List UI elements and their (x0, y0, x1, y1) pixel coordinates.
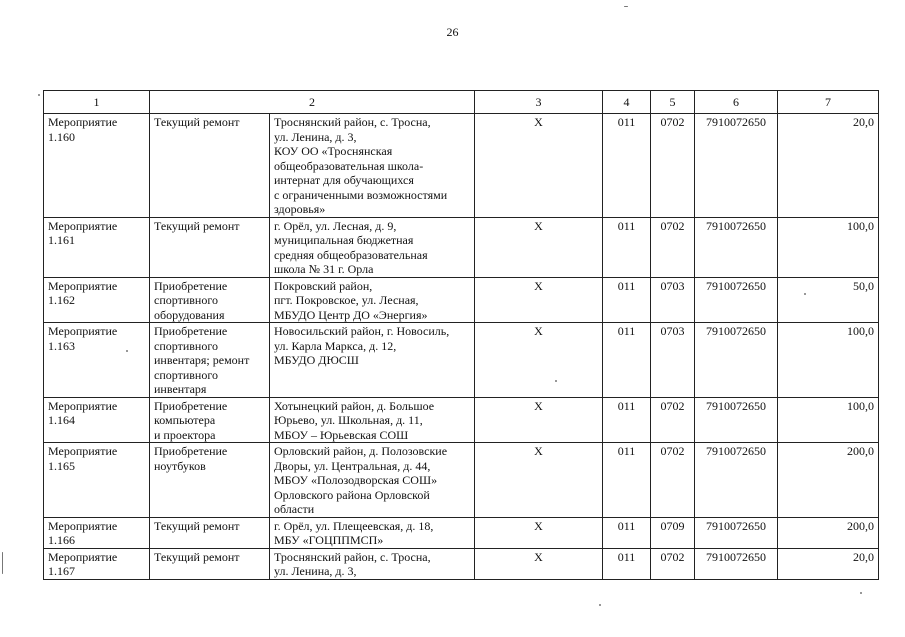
address-cell: Хотынецкий район, д. Большое Юрьево, ул. Школьная, д. 11, МБОУ – Юрьевская СОШ (270, 397, 475, 443)
table-row (44, 443, 879, 518)
col5-cell: 0703 (651, 323, 695, 398)
col3-cell: Х (475, 548, 603, 579)
address-cell: Троснянский район, с. Тросна, ул. Ленина, д. 3, (270, 548, 475, 579)
col6-cell: 7910072650 (695, 443, 778, 518)
col6-cell: 7910072650 (695, 277, 778, 323)
header-row (44, 91, 879, 114)
header-col-4: 4 (603, 91, 651, 114)
col4-cell: 011 (603, 323, 651, 398)
col3-cell: Х (475, 217, 603, 277)
col4-cell: 011 (603, 397, 651, 443)
work-type-cell: Текущий ремонт (150, 517, 270, 548)
work-type-cell: Приобретение спортивного инвентаря; ремонт спортивного инвентаря (150, 323, 270, 398)
col4-cell: 011 (603, 114, 651, 218)
col5-cell: 0709 (651, 517, 695, 548)
event-cell: Мероприятие 1.160 (44, 114, 150, 218)
col7-cell: 50,0 (778, 277, 879, 323)
col5-cell: 0702 (651, 114, 695, 218)
event-cell: Мероприятие 1.166 (44, 517, 150, 548)
header-col-2: 2 (150, 91, 475, 114)
table-row (44, 217, 879, 277)
work-type-cell: Текущий ремонт (150, 548, 270, 579)
col5-cell: 0703 (651, 277, 695, 323)
header-col-3: 3 (475, 91, 603, 114)
address-cell: Троснянский район, с. Тросна, ул. Ленина, д. 3, КОУ ОО «Троснянская общеобразовательная школа- интернат для обучающихся с ограниченными возможностями здоровья» (270, 114, 475, 218)
col5-cell: 0702 (651, 397, 695, 443)
col7-cell: 200,0 (778, 443, 879, 518)
event-cell: Мероприятие 1.167 (44, 548, 150, 579)
event-cell: Мероприятие 1.163 (44, 323, 150, 398)
col7-cell: 20,0 (778, 114, 879, 218)
col4-cell: 011 (603, 217, 651, 277)
work-type-cell: Приобретение ноутбуков (150, 443, 270, 518)
col3-cell: Х (475, 114, 603, 218)
event-cell: Мероприятие 1.162 (44, 277, 150, 323)
col7-cell: 20,0 (778, 548, 879, 579)
col7-cell: 100,0 (778, 217, 879, 277)
header-col-1: 1 (44, 91, 150, 114)
budget-table (43, 90, 879, 580)
col3-cell: Х (475, 397, 603, 443)
table-row (44, 323, 879, 398)
table-row (44, 277, 879, 323)
col4-cell: 011 (603, 548, 651, 579)
header-col-6: 6 (695, 91, 778, 114)
table-row (44, 397, 879, 443)
event-cell: Мероприятие 1.165 (44, 443, 150, 518)
col7-cell: 100,0 (778, 323, 879, 398)
address-cell: Покровский район, пгт. Покровское, ул. Лесная, МБУДО Центр ДО «Энергия» (270, 277, 475, 323)
event-cell: Мероприятие 1.164 (44, 397, 150, 443)
col5-cell: 0702 (651, 548, 695, 579)
work-type-cell: Текущий ремонт (150, 114, 270, 218)
col3-cell: Х (475, 323, 603, 398)
col4-cell: 011 (603, 517, 651, 548)
work-type-cell: Текущий ремонт (150, 217, 270, 277)
address-cell: г. Орёл, ул. Плещеевская, д. 18, МБУ «ГОЦППМСП» (270, 517, 475, 548)
col5-cell: 0702 (651, 443, 695, 518)
page-number: 26 (446, 25, 459, 39)
address-cell: Новосильский район, г. Новосиль, ул. Карла Маркса, д. 12, МБУДО ДЮСШ (270, 323, 475, 398)
col6-cell: 7910072650 (695, 517, 778, 548)
address-cell: Орловский район, д. Полозовские Дворы, ул. Центральная, д. 44, МБОУ «Полозодворская СОШ» Орловского района Орловской области (270, 443, 475, 518)
col7-cell: 100,0 (778, 397, 879, 443)
table-row (44, 517, 879, 548)
col3-cell: Х (475, 517, 603, 548)
work-type-cell: Приобретение компьютера и проектора (150, 397, 270, 443)
table-row (44, 548, 879, 579)
col4-cell: 011 (603, 443, 651, 518)
col7-cell: 200,0 (778, 517, 879, 548)
col3-cell: Х (475, 277, 603, 323)
col6-cell: 7910072650 (695, 548, 778, 579)
col6-cell: 7910072650 (695, 323, 778, 398)
header-col-7: 7 (778, 91, 879, 114)
header-col-5: 5 (651, 91, 695, 114)
col4-cell: 011 (603, 277, 651, 323)
work-type-cell: Приобретение спортивного оборудования (150, 277, 270, 323)
col6-cell: 7910072650 (695, 114, 778, 218)
col6-cell: 7910072650 (695, 397, 778, 443)
col5-cell: 0702 (651, 217, 695, 277)
col6-cell: 7910072650 (695, 217, 778, 277)
table-row (44, 114, 879, 218)
col3-cell: Х (475, 443, 603, 518)
address-cell: г. Орёл, ул. Лесная, д. 9, муниципальная бюджетная средняя общеобразовательная школа № 31 г. Орла (270, 217, 475, 277)
event-cell: Мероприятие 1.161 (44, 217, 150, 277)
